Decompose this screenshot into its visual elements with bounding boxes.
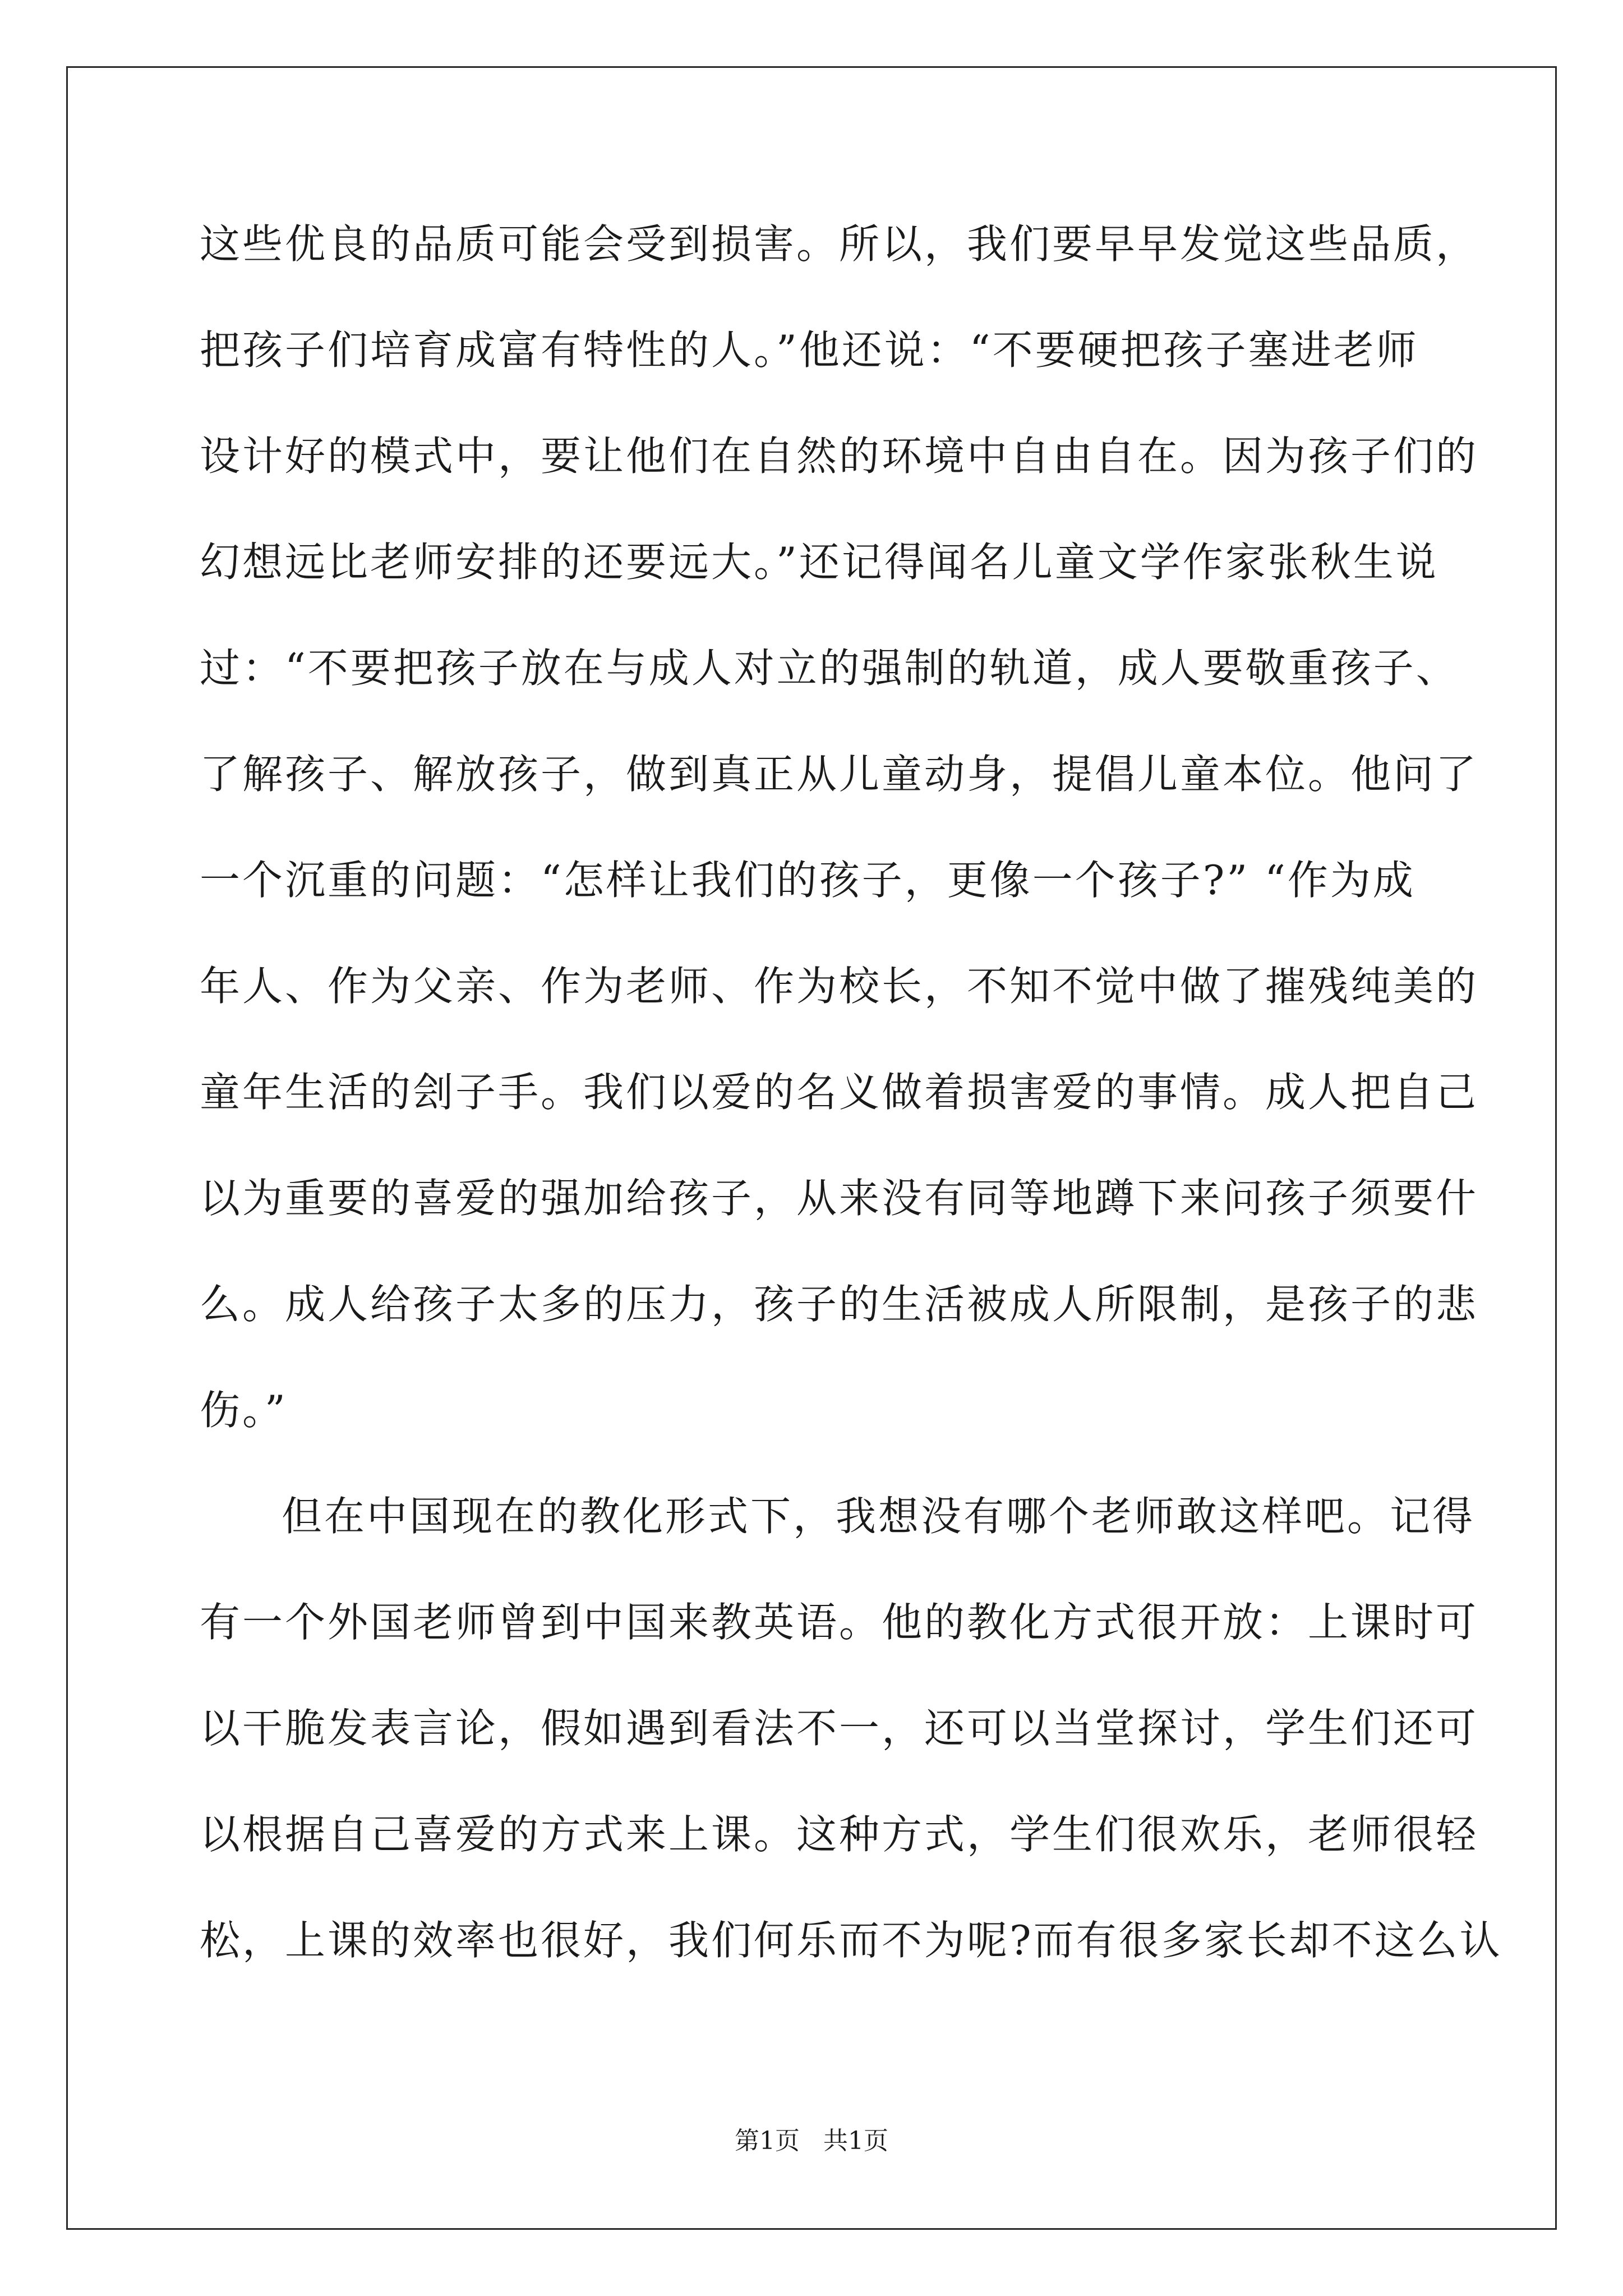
body-line-11: 么。成人给孩子太多的压力，孩子的生活被成人所限制，是孩子的悲 xyxy=(200,1281,1479,1328)
body-line-7: 一个沉重的问题：“怎样让我们的孩子，更像一个孩子?” “作为成 xyxy=(200,857,1415,904)
body-line-4: 幻想远比老师安排的还要远大。”还记得闻名儿童文学作家张秋生说 xyxy=(200,539,1438,586)
body-line-3: 设计好的模式中，要让他们在自然的环境中自由自在。因为孩子们的 xyxy=(200,432,1479,480)
body-line-5: 过：“不要把孩子放在与成人对立的强制的轨道，成人要敬重孩子、 xyxy=(200,645,1459,692)
body-line-8: 年人、作为父亲、作为老师、作为校长，不知不觉中做了摧残纯美的 xyxy=(200,963,1479,1010)
body-line-15: 以干脆发表言论，假如遇到看法不一，还可以当堂探讨，学生们还可 xyxy=(200,1705,1479,1752)
body-line-12: 伤。” xyxy=(200,1387,288,1434)
page-number-footer: 第1页 共1页 xyxy=(735,2127,888,2155)
body-line-10: 以为重要的喜爱的强加给孩子，从来没有同等地蹲下来问孩子须要什 xyxy=(200,1175,1479,1222)
body-line-2: 把孩子们培育成富有特性的人。”他还说：“不要硬把孩子塞进老师 xyxy=(200,326,1419,374)
body-line-13: 但在中国现在的教化形式下，我想没有哪个老师敢这样吧。记得 xyxy=(282,1493,1476,1540)
body-line-1: 这些优良的品质可能会受到损害。所以，我们要早早发觉这些品质， xyxy=(200,220,1479,268)
body-line-6: 了解孩子、解放孩子，做到真正从儿童动身，提倡儿童本位。他问了 xyxy=(200,751,1479,798)
body-line-17: 松，上课的效率也很好，我们何乐而不为呢?而有很多家长却不这么认 xyxy=(200,1917,1502,1964)
body-line-14: 有一个外国老师曾到中国来教英语。他的教化方式很开放：上课时可 xyxy=(200,1599,1479,1646)
body-line-16: 以根据自己喜爱的方式来上课。这种方式，学生们很欢乐，老师很轻 xyxy=(200,1811,1479,1858)
document-body xyxy=(200,213,1502,2016)
body-line-9: 童年生活的刽子手。我们以爱的名义做着损害爱的事情。成人把自己 xyxy=(200,1069,1479,1116)
